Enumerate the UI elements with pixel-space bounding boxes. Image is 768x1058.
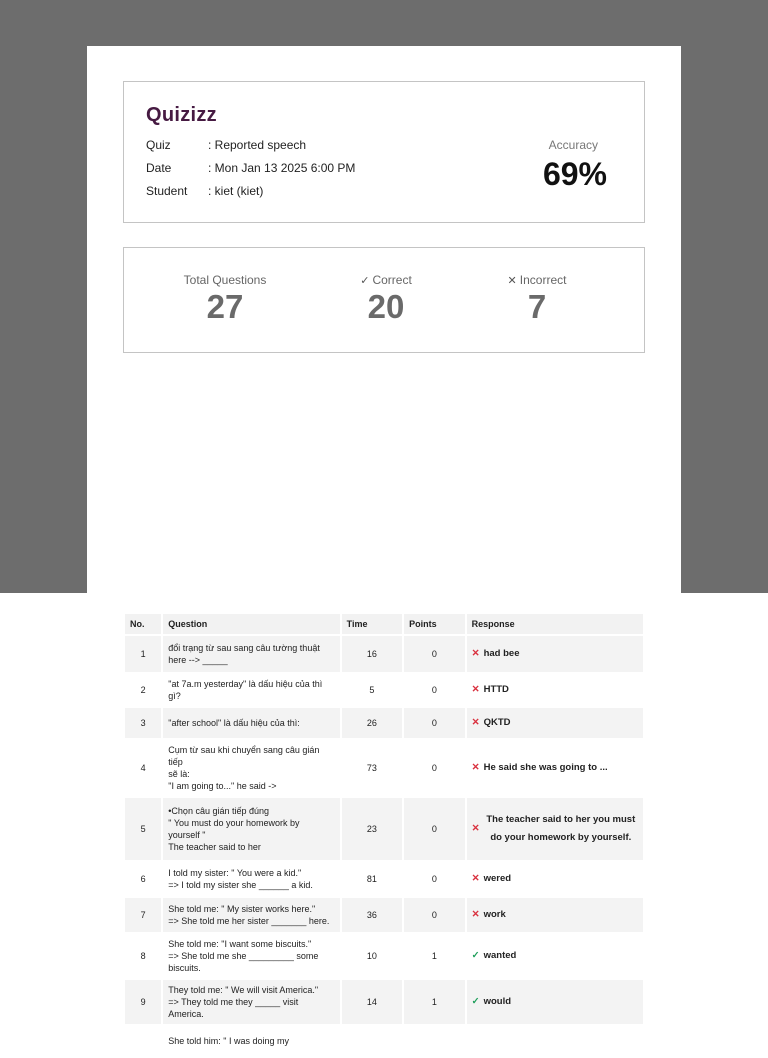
x-icon: ✕ [471,762,480,773]
points-value: 0 [431,763,437,773]
col-header-response: Response [467,614,643,634]
points-value: 0 [404,636,464,672]
question-number [125,1026,161,1056]
incorrect-stat [462,273,612,326]
time-value: 5 [369,685,375,695]
question-number: 9 [125,980,161,1024]
time-value: 26 [342,708,402,738]
points-value: 0 [404,708,464,738]
response-text: wanted [483,950,517,961]
response-cell [467,934,643,978]
points-value: 0 [431,685,437,695]
points-value [404,1026,464,1056]
student-label: Student [146,184,188,198]
time-value: 14 [342,980,402,1024]
x-icon: ✕ [471,909,480,920]
question-number: 6 [140,874,146,884]
check-icon: ✓ [471,950,480,961]
response-text: had bee [483,648,520,659]
x-icon: ✕ [471,648,480,659]
total-questions-value: 27 [206,288,244,325]
report-header [123,81,645,223]
total-questions-label: Total Questions [183,273,267,287]
table-row [125,980,643,1024]
response-text: wered [483,873,512,884]
summary-stats [123,247,645,353]
response-cell [467,740,643,796]
question-text: "after school" là dấu hiệu của thì: [163,708,339,738]
table-body [125,636,643,1056]
response-cell [467,708,643,738]
points-value: 0 [404,898,464,932]
quiz-label: Quiz [146,138,171,152]
time-value: 16 [342,636,402,672]
question-number: 3 [125,708,161,738]
time-value: 10 [366,951,377,961]
date-value: : Mon Jan 13 2025 6:00 PM [208,161,356,175]
col-header-time: Time [342,614,402,634]
accuracy-label: Accuracy [548,138,598,152]
response-text: QKTD [483,717,511,728]
points-value: 1 [431,951,437,961]
time-value: 81 [366,874,377,884]
x-icon: ✕ [507,275,517,287]
table-row [125,1026,643,1056]
quiz-value: : Reported speech [208,138,307,152]
points-value: 0 [404,798,464,860]
question-number: 4 [140,763,146,773]
questions-table [123,612,645,1058]
question-text: She told me: "I want some biscuits." => She told me she _________ some biscuits. [168,939,319,973]
table-row [125,934,643,978]
table-row [125,798,643,860]
response-cell [467,862,643,896]
points-value: 0 [431,874,437,884]
x-icon: ✕ [471,873,480,884]
x-icon: ✕ [471,684,480,695]
response-cell [467,636,643,672]
response-text: The teacher said to her you must do your homework by yourself. [486,814,636,843]
response-cell [467,798,643,860]
response-cell [467,980,643,1024]
table-row [125,740,643,796]
x-icon: ✕ [471,717,480,728]
col-header-question: Question [163,614,339,634]
col-header-no: No. [125,614,161,634]
date-label: Date [146,161,172,175]
x-icon: ✕ [471,823,480,834]
question-number: 2 [140,685,146,695]
time-value: 73 [366,763,377,773]
question-number: 7 [125,898,161,932]
question-text: They told me: " We will visit America." => They told me they _____ visit America. [163,980,339,1024]
table-row [125,898,643,932]
time-value: 23 [342,798,402,860]
col-header-points: Points [404,614,464,634]
total-questions-stat [150,273,300,326]
response-text: would [483,996,512,1007]
check-icon: ✓ [471,996,480,1007]
question-number: 8 [140,951,146,961]
incorrect-label: Incorrect [519,273,567,287]
response-text: HTTD [483,684,509,695]
question-text: •Chọn câu gián tiếp đúng " You must do your homework by yourself " The teacher said to her [163,798,339,860]
question-number: 1 [125,636,161,672]
question-text: "at 7a.m yesterday" là dấu hiệu của thì gì? [168,679,323,701]
response-text: work [483,909,506,920]
student-value: : kiet (kiet) [208,184,264,198]
response-cell [467,674,643,706]
table-row [125,636,643,672]
correct-label: Correct [372,273,412,287]
response-text: He said she was going to ... [483,762,608,773]
accuracy-value: 69% [542,156,607,192]
correct-value: 20 [367,288,405,325]
time-value [342,1026,402,1056]
table-row [125,862,643,896]
question-text: She told him: " I was doing my [168,1036,290,1046]
response-cell [467,1026,643,1056]
time-value: 36 [342,898,402,932]
question-number: 5 [125,798,161,860]
question-text: Cụm từ sau khi chuyển sang câu gián tiếp sẽ là: "I am going to..." he said -> [168,745,320,791]
quizizz-logo: Quizizz [146,104,217,126]
question-text: I told my sister: " You were a kid." => I told my sister she ______ a kid. [168,868,313,890]
correct-stat [311,273,461,326]
response-cell [467,898,643,932]
table-row [125,674,643,706]
table-row [125,708,643,738]
question-text: She told me: " My sister works here." => She told me her sister _______ here. [163,898,339,932]
points-value: 1 [404,980,464,1024]
check-icon: ✓ [360,275,370,287]
table-header-row [125,614,643,634]
question-text: đổi trạng từ sau sang câu tường thuật here --> _____ [163,636,339,672]
incorrect-value: 7 [527,288,547,325]
